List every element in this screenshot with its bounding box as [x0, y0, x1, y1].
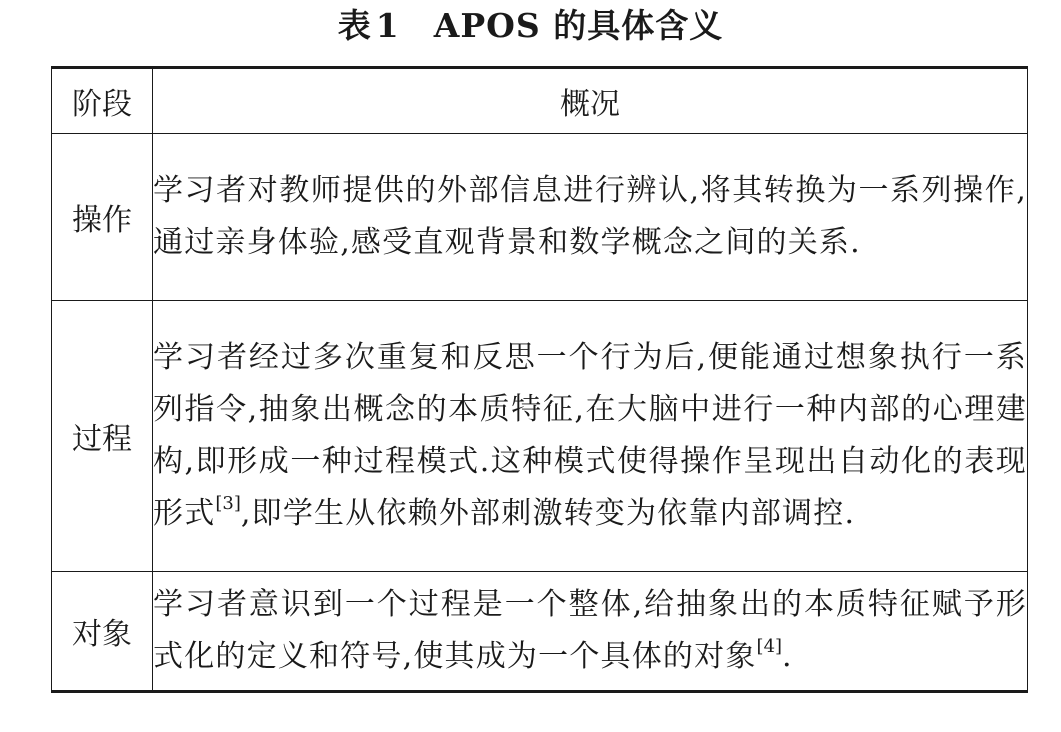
caption-number: 1: [375, 6, 400, 45]
table-header-row: [52, 68, 1028, 134]
description-text-end: .: [782, 639, 793, 674]
stage-cell: 过程: [52, 301, 153, 572]
header-stage: 阶段: [52, 68, 153, 134]
table-row-object: [52, 572, 1028, 692]
apos-table: [51, 66, 1028, 693]
header-overview: 概况: [153, 68, 1028, 134]
citation-ref: [3]: [215, 493, 241, 514]
description-text-end: ,即学生从依赖外部刺激转变为依靠内部调控.: [240, 496, 856, 531]
description-text: 学习者经过多次重复和反思一个行为后,便能通过想象执行一系列指令,抽象出概念的本质特征,在大脑中进行一种内部的心理建构,即形成一种过程模式.这种模式使得操作呈现出自动化的表现形式: [153, 340, 1027, 531]
description-cell: [153, 301, 1028, 572]
description-cell: [153, 572, 1028, 692]
description-cell: 学习者对教师提供的外部信息进行辨认,将其转换为一系列操作,通过亲身体验,感受直观背景和数学概念之间的关系.: [153, 134, 1028, 301]
stage-cell: 对象: [52, 572, 153, 692]
table-row-action: [52, 134, 1028, 301]
citation-ref: [4]: [756, 636, 783, 657]
stage-cell: 操作: [52, 134, 153, 301]
caption-title: APOS 的具体含义: [433, 6, 724, 45]
description-text: 学习者意识到一个过程是一个整体,给抽象出的本质特征赋予形式化的定义和符号,使其成为一个具体的对象: [153, 587, 1027, 674]
table-row-process: [52, 301, 1028, 572]
caption-prefix: 表: [337, 6, 372, 45]
table-caption: [0, 6, 1061, 46]
